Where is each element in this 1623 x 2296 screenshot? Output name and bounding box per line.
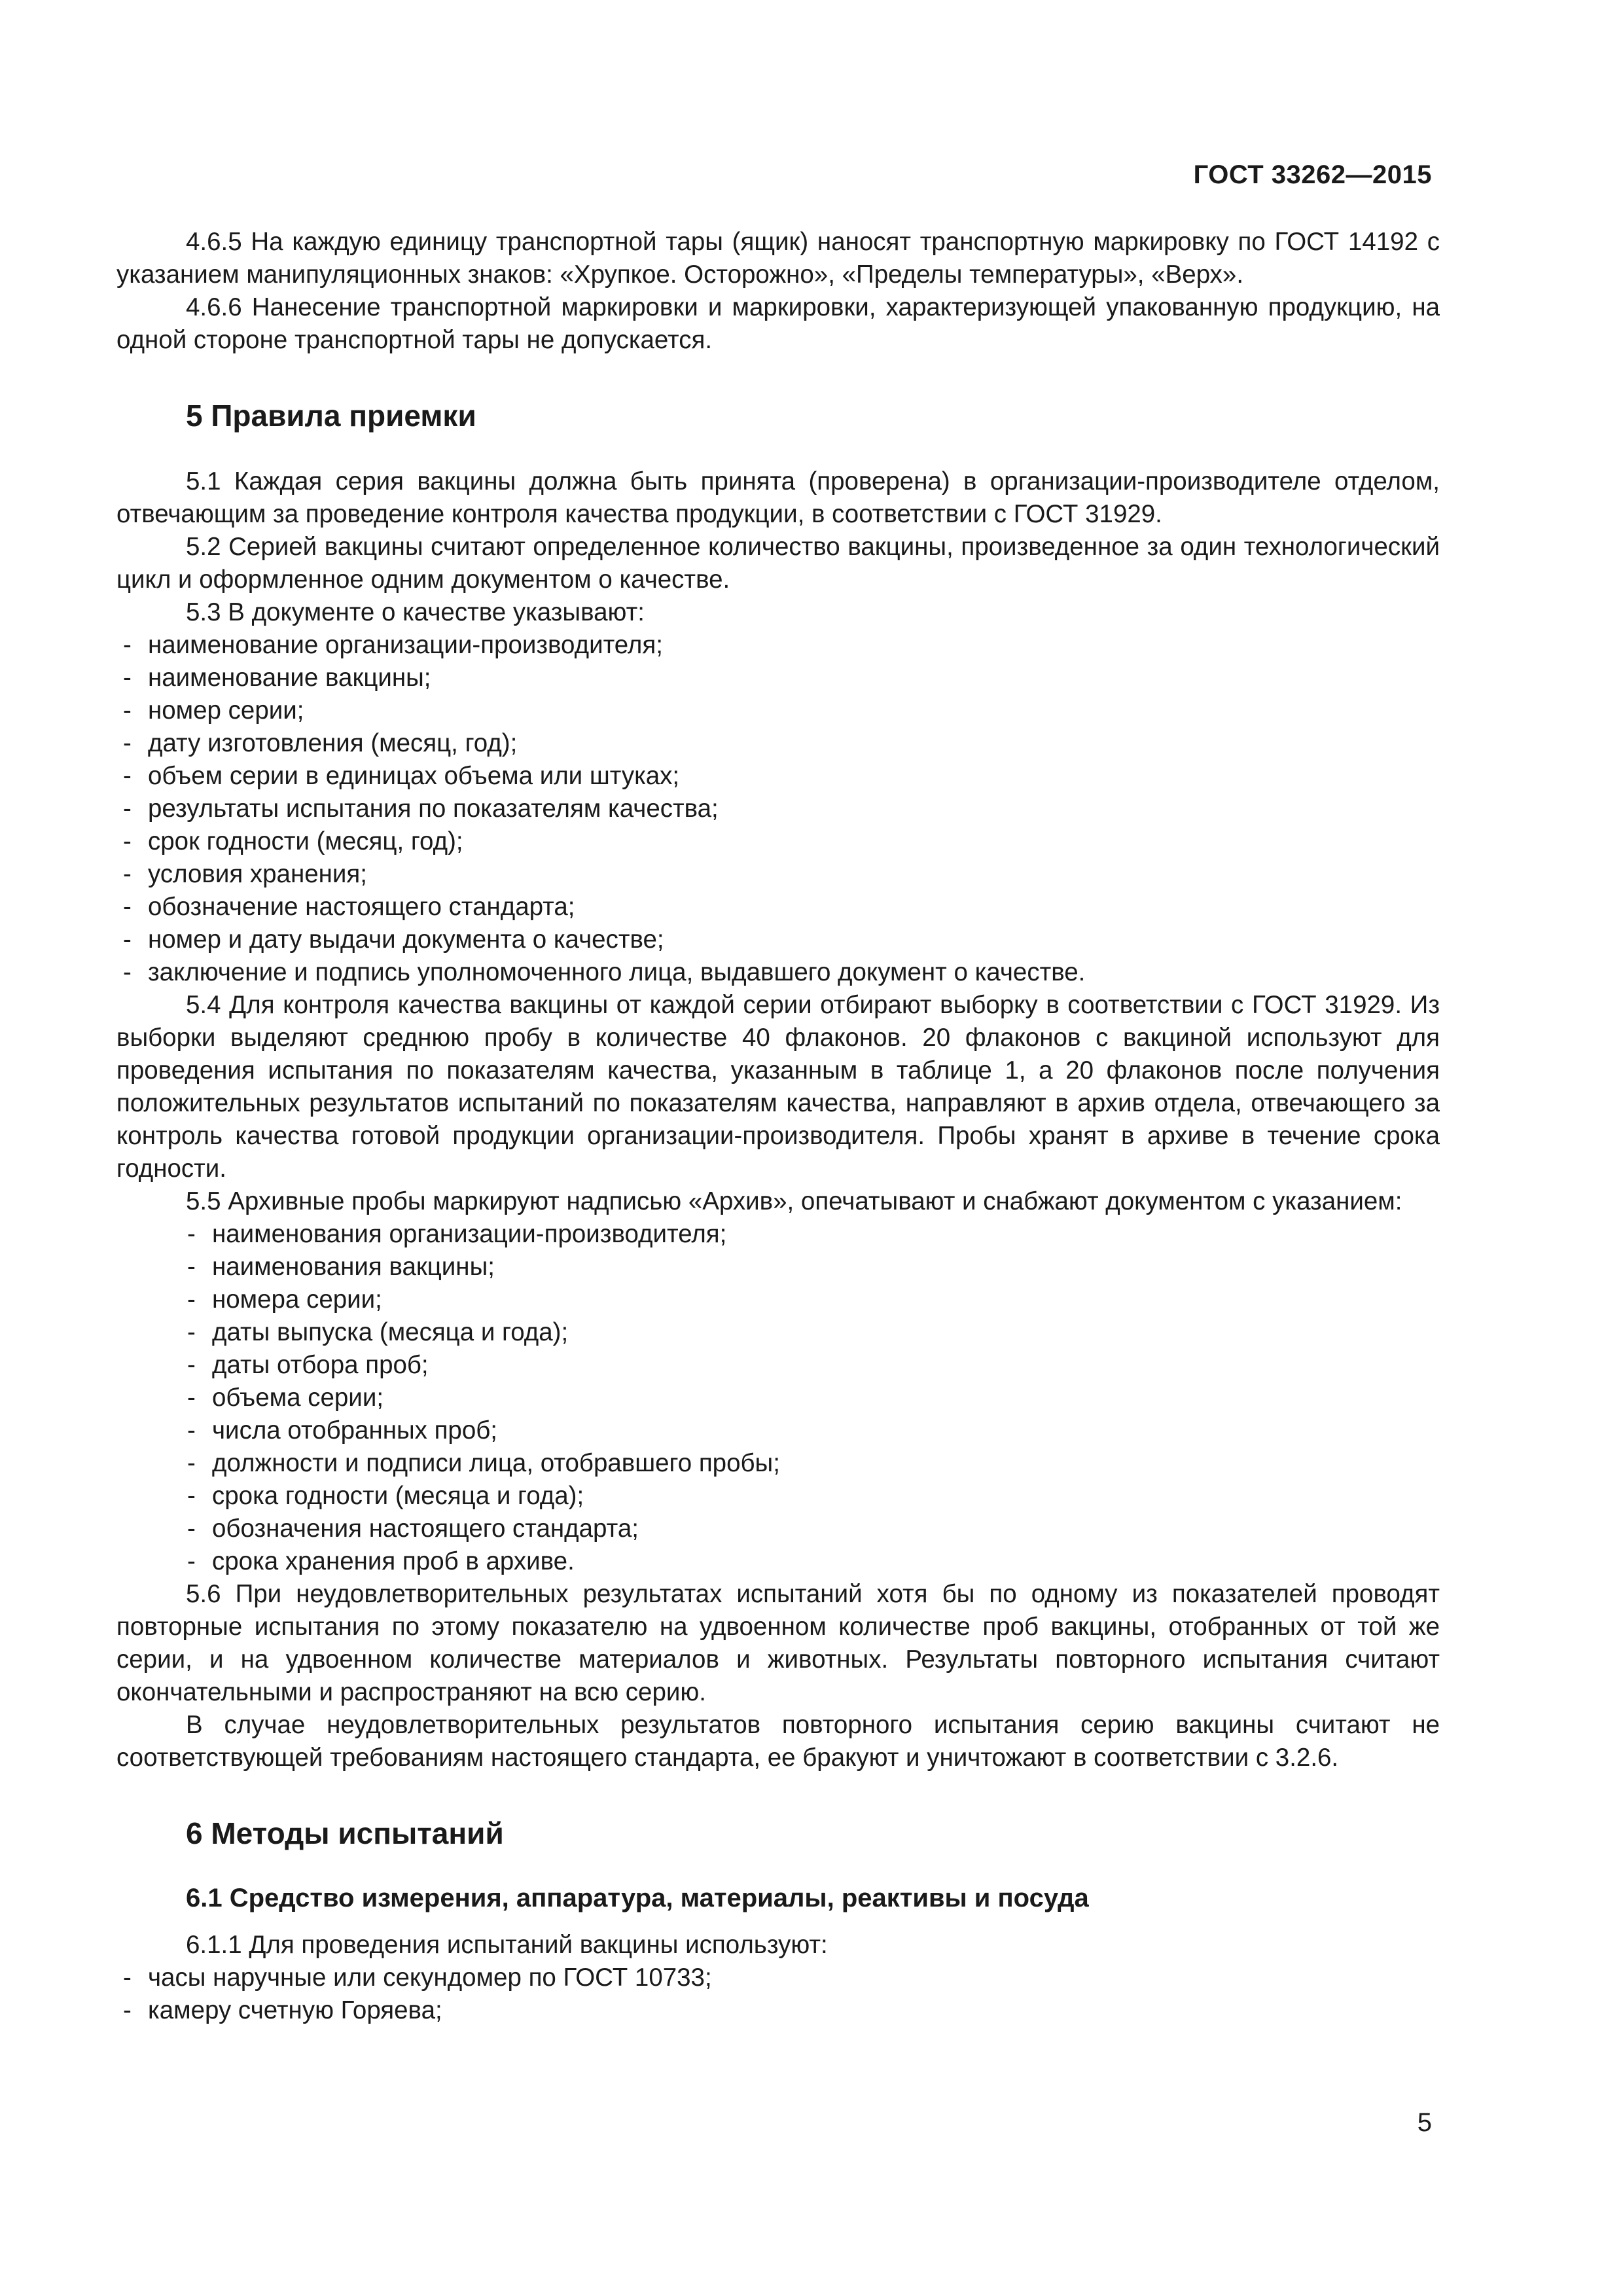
list-item: - даты выпуска (месяца и года); [116,1316,1440,1349]
list-item: - объем серии в единицах объема или штуках; [116,760,1440,793]
paragraph-5-4: 5.4 Для контроля качества вакцины от каждой серии отбирают выборку в соответствии с ГОСТ 31929. Из выборки выделяют среднюю пробу в количестве 40 флаконов. 20 флаконов с вакциной используют для проведения испытания по показателям качества, указанным в таблице 1, а 20 флаконов после получения положительных результатов испытаний по показателям качества, направляют в архив отдела, отвечающего за контроль качества готовой продукции организации-производителя. Пробы хранят в архиве в течение срока годности. [116,991,1440,1183]
paragraph-5-3: 5.3 В документе о качестве указывают: [186,598,645,626]
list-item: - часы наручные или секундомер по ГОСТ 10733; [116,1962,1440,1994]
paragraph-5-2: 5.2 Серией вакцины считают определенное количество вакцины, произведенное за один технологический цикл и оформленное одним документом о качестве. [116,533,1440,594]
list-item: - дату изготовления (месяц, год); [116,727,1440,760]
list-item: - должности и подписи лица, отобравшего пробы; [116,1447,1440,1480]
list-item: - наименование организации-производителя; [116,629,1440,662]
list-item: - номера серии; [116,1283,1440,1316]
paragraph-5-6-continued: В случае неудовлетворительных результатов повторного испытания серию вакцины считают не соответствующей требованиям настоящего стандарта, ее бракуют и уничтожают в соответствии с 3.2.6. [116,1711,1440,1772]
document-header: ГОСТ 33262—2015 [1193,160,1432,189]
paragraph-5-6: 5.6 При неудовлетворительных результатах испытаний хотя бы по одному из показателей проводят повторные испытания по этому показателю на удвоенном количестве проб вакцины, отобранных от той же серии, и на удвоенном количестве материалов и животных. Результаты повторного испытания считают окончательными и распространяют на всю серию. [116,1580,1440,1706]
list-5-3 [116,629,1440,989]
list-item: - обозначения настоящего стандарта; [116,1513,1440,1545]
list-item: - обозначение настоящего стандарта; [116,891,1440,924]
list-item: - срока хранения проб в архиве. [116,1545,1440,1578]
paragraph-4-6-6: 4.6.6 Нанесение транспортной маркировки и маркировки, характеризующей упакованную продукцию, на одной стороне транспортной тары не допускается. [116,293,1440,354]
list-item: - условия хранения; [116,858,1440,891]
list-6-1-1 [116,1962,1440,2027]
list-item: - наименования вакцины; [116,1251,1440,1283]
paragraph-6-1-1: 6.1.1 Для проведения испытаний вакцины используют: [186,1931,828,1959]
section-6-heading: 6 Методы испытаний [186,1816,504,1850]
paragraph-4-6-5: 4.6.5 На каждую единицу транспортной тары (ящик) наносят транспортную маркировку по ГОСТ 14192 с указанием манипуляционных знаков: «Хрупкое. Осторожно», «Пределы температуры», «Верх». [116,228,1440,289]
subsection-6-1-heading: 6.1 Средство измерения, аппаратура, материалы, реактивы и посуда [186,1884,1089,1912]
section-5-heading: 5 Правила приемки [186,399,476,433]
list-item: - результаты испытания по показателям качества; [116,793,1440,825]
list-item: - номер и дату выдачи документа о качестве; [116,924,1440,956]
page-content [116,226,1440,2027]
list-item: - даты отбора проб; [116,1349,1440,1382]
list-item: - срок годности (месяц, год); [116,825,1440,858]
list-item: - объема серии; [116,1382,1440,1414]
list-item: - срока годности (месяца и года); [116,1480,1440,1513]
list-item: - камеру счетную Горяева; [116,1994,1440,2027]
list-item: - числа отобранных проб; [116,1414,1440,1447]
list-item: - наименования организации-производителя; [116,1218,1440,1251]
list-item: - наименование вакцины; [116,662,1440,694]
list-5-5 [116,1218,1440,1578]
page-number: 5 [1417,2108,1432,2137]
paragraph-5-5: 5.5 Архивные пробы маркируют надписью «Архив», опечатывают и снабжают документом с указанием: [186,1187,1402,1215]
list-item: - заключение и подпись уполномоченного лица, выдавшего документ о качестве. [116,956,1440,989]
paragraph-5-1: 5.1 Каждая серия вакцины должна быть принята (проверена) в организации-производителе отделом, отвечающим за проведение контроля качества продукции, в соответствии с ГОСТ 31929. [116,467,1440,528]
list-item: - номер серии; [116,694,1440,727]
